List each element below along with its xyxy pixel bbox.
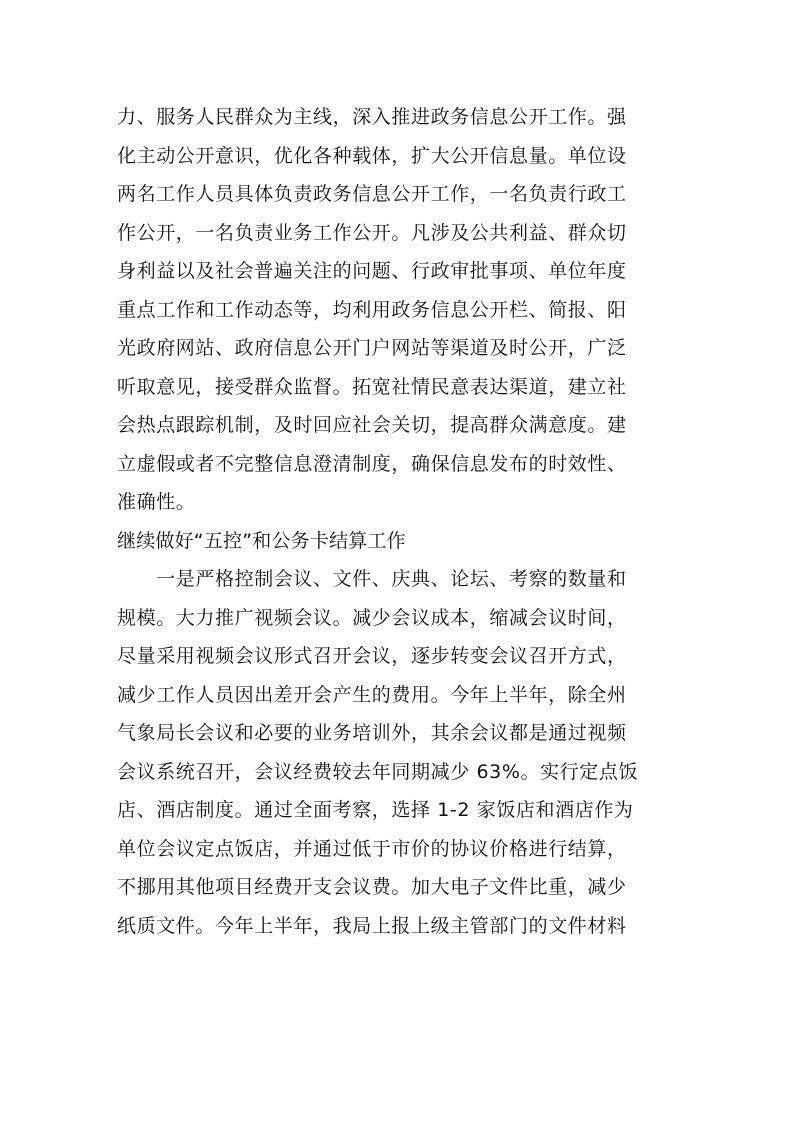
paragraph-1 — [117, 98, 687, 522]
text-line: 纸质文件。今年上半年，我局上报上级主管部门的文件材料 — [117, 914, 627, 937]
text-line: 单位会议定点饭店，并通过低于市价的协议价格进行结算， — [117, 837, 627, 860]
text-line: 店、酒店制度。通过全面考察，选择 1-2 家饭店和酒店作为 — [117, 799, 634, 821]
text-line: 减少工作人员因出差开会产生的费用。今年上半年，除全州 — [117, 683, 627, 706]
document-page — [117, 98, 687, 945]
text-line: 一是严格控制会议、文件、庆典、论坛、考察的数量和 — [117, 568, 627, 590]
text-line: 化主动公开意识，优化各种载体，扩大公开信息量。单位设 — [117, 144, 627, 167]
text-line: 尽量采用视频会议形式召开会议，逐步转变会议召开方式， — [117, 645, 627, 667]
text-line: 光政府网站、政府信息公开门户网站等渠道及时公开，广泛 — [117, 337, 627, 359]
text-line: 两名工作人员具体负责政务信息公开工作，一名负责行政工 — [117, 183, 627, 205]
text-line: 听取意见，接受群众监督。拓宽社情民意表达渠道，建立社 — [117, 375, 627, 398]
text-line: 立虚假或者不完整信息澄清制度，确保信息发布的时效性、 — [117, 452, 627, 475]
section-heading: 继续做好“五控”和公务卡结算工作 — [117, 529, 406, 552]
text-line: 重点工作和工作动态等，均利用政务信息公开栏、简报、阳 — [117, 298, 627, 321]
text-line: 规模。大力推广视频会议。减少会议成本，缩减会议时间， — [117, 606, 627, 629]
text-line: 不挪用其他项目经费开支会议费。加大电子文件比重，减少 — [117, 876, 627, 898]
text-line: 身利益以及社会普遍关注的问题、行政审批事项、单位年度 — [117, 260, 627, 282]
paragraph-2 — [117, 560, 687, 945]
text-line: 会热点跟踪机制，及时回应社会关切，提高群众满意度。建 — [117, 414, 627, 436]
text-line: 力、服务人民群众为主线，深入推进政务信息公开工作。强 — [117, 106, 627, 128]
text-line: 会议系统召开，会议经费较去年同期减少 63%。实行定点饭 — [117, 760, 639, 783]
text-line: 准确性。 — [117, 491, 196, 513]
text-line: 气象局长会议和必要的业务培训外，其余会议都是通过视频 — [117, 722, 627, 744]
text-line: 作公开，一名负责业务工作公开。凡涉及公共利益、群众切 — [117, 221, 627, 244]
